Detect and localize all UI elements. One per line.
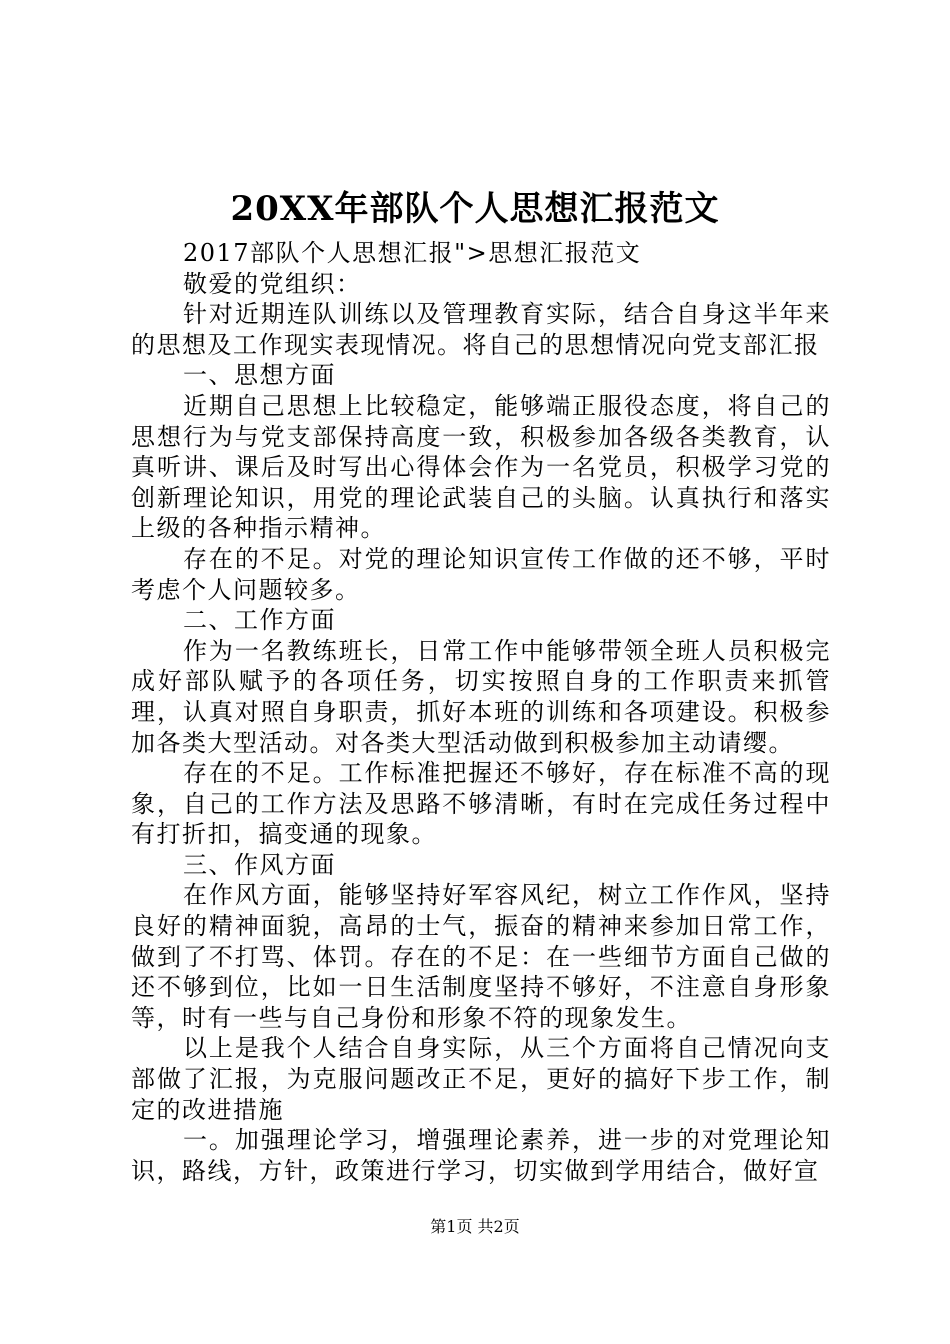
section-heading-style: 三、作风方面	[183, 850, 336, 879]
section-heading-thought: 一、思想方面	[183, 361, 336, 390]
paragraph-opening: 针对近期连队训练以及管理教育实际，结合自身这半年来的思想及工作现实表现情况。将自己的思想情况向党支部汇报	[131, 300, 831, 359]
paragraph-summary: 以上是我个人结合自身实际，从三个方面将自己情况向支部做了汇报，为克服问题改正不足，更好的搞好下步工作，制定的改进措施	[131, 1034, 831, 1124]
page-footer: 第1页 共2页	[430, 1217, 520, 1236]
paragraph-work: 作为一名教练班长，日常工作中能够带领全班人员积极完成好部队赋予的各项任务，切实按照自身的工作职责来抓管理，认真对照自身职责，抓好本班的训练和各项建设。积极参加各类大型活动。对各类大型活动做到积极参加主动请缨。	[131, 636, 831, 757]
document-title: 20XX年部队个人思想汇报范文	[230, 189, 720, 229]
paragraph-salutation: 敬爱的党组织：	[183, 269, 362, 298]
paragraph-thought-shortcoming: 存在的不足。对党的理论知识宣传工作做的还不够，平时考虑个人问题较多。	[131, 544, 831, 604]
section-heading-work: 二、工作方面	[183, 606, 336, 635]
paragraph-work-shortcoming: 存在的不足。工作标准把握还不够好，存在标准不高的现象，自己的工作方法及思路不够清晰，有时在完成任务过程中有打折扣，搞变通的现象。	[131, 759, 831, 849]
paragraph-measure-one: 一。加强理论学习，增强理论素养，进一步的对党理论知识，路线，方针，政策进行学习，切实做到学用结合，做好宣	[131, 1126, 831, 1185]
paragraph-style: 在作风方面，能够坚持好军容风纪，树立工作作风，坚持良好的精神面貌，高昂的士气，振奋的精神来参加日常工作，做到了不打骂、体罚。存在的不足：在一些细节方面自己做的还不够到位，比如一日生活制度坚持不够好，不注意自身形象等，时有一些与自己身份和形象不符的现象发生。	[131, 881, 831, 1032]
paragraph-intro-line: 2017部队个人思想汇报">思想汇报范文	[183, 239, 642, 267]
document-body	[131, 238, 831, 1186]
paragraph-thought: 近期自己思想上比较稳定，能够端正服役态度，将自己的思想行为与党支部保持高度一致，积极参加各级各类教育，认真听讲、课后及时写出心得体会作为一名党员，积极学习党的创新理论知识，用党的理论武装自己的头脑。认真执行和落实上级的各种指示精神。	[131, 391, 831, 543]
